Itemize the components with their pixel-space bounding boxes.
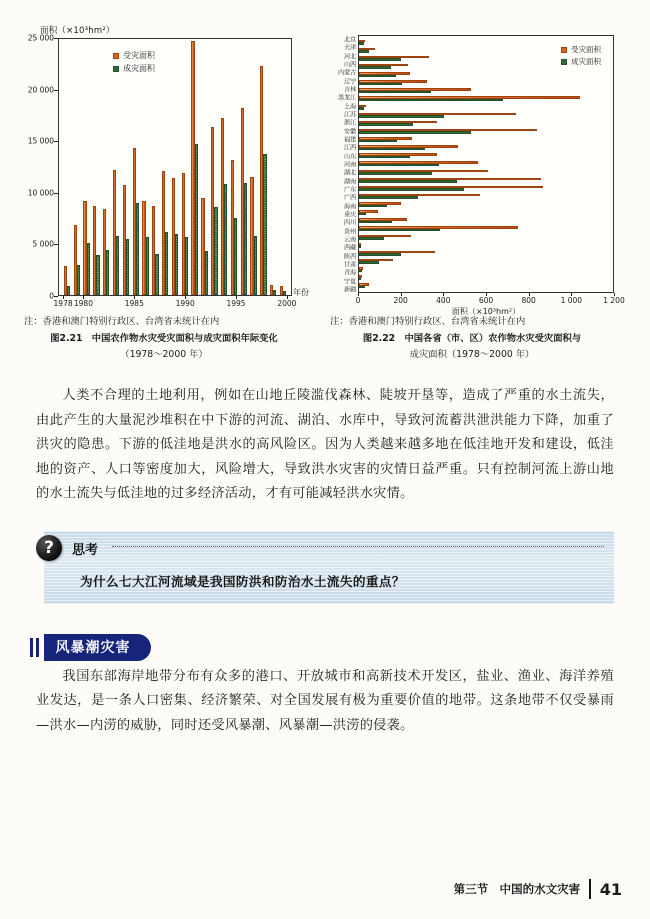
chart1-bar-group: [229, 39, 239, 295]
chart1-plot-area: [58, 38, 292, 296]
chart2-category-label: 福建: [344, 136, 356, 144]
chart1-x-tick-label: 1990: [175, 299, 195, 308]
chart2-category-label: 黑龙江: [338, 94, 356, 102]
chart1-caption-subtitle: （1978～2000 年）: [120, 349, 208, 360]
chart2-x-tick-mark: [486, 293, 487, 296]
chart1-legend-label-1: 成灾面积: [123, 64, 155, 73]
chart2-bar: [359, 286, 365, 289]
section-paragraph-block: [36, 665, 614, 739]
chart2-category-label: 浙江: [344, 119, 356, 127]
chart2-category-label: 广西: [344, 194, 356, 202]
chart2-category-label: 青海: [344, 269, 356, 277]
chart2-x-tick-label: 400: [436, 296, 451, 305]
chart1-legend: [113, 49, 155, 75]
chart2-caption-subtitle: 成灾面积（1978～2000 年）: [409, 349, 535, 360]
chart1-bar-group: [82, 39, 92, 295]
chart1-bar: [273, 290, 276, 295]
chart1-bar-group: [268, 39, 278, 295]
chart2-bar-group: [359, 136, 613, 144]
chart1-x-tick-mark: [134, 296, 135, 299]
chart2-bar-group: [359, 266, 613, 274]
chart2-bar-group: [359, 119, 613, 127]
chart2-bar-group: [359, 168, 613, 176]
chart1-legend-item-1: [113, 62, 155, 75]
chart2-category-label: 重庆: [344, 211, 356, 219]
chart1-x-tick-mark: [83, 296, 84, 299]
chart2-bar: [359, 115, 444, 118]
chart1-bar: [87, 243, 90, 295]
footer-divider: [589, 879, 591, 899]
chart2-bar-group: [359, 225, 613, 233]
chart2-bar-group: [359, 217, 613, 225]
chart2-bar: [359, 278, 361, 281]
chart2-x-axis: [355, 294, 625, 320]
chart2-bar: [359, 99, 503, 102]
chart1-bar-group: [150, 39, 160, 295]
think-box-title: 思考: [72, 542, 99, 558]
chart2-x-tick-mark: [443, 293, 444, 296]
chart2-bar: [359, 131, 471, 134]
chart2-category-label: 贵州: [344, 228, 356, 236]
chart2-x-tick-mark: [614, 293, 615, 296]
chart1-bar: [175, 234, 178, 295]
chart2-legend-label-0: 受灾面积: [571, 45, 601, 54]
chart2-bar-group: [359, 241, 613, 249]
think-box-question: 为什么七大江河流域是我国防洪和防治水土流失的重点？: [80, 573, 405, 589]
chart2-bar-group: [359, 95, 613, 103]
chart2-bar: [359, 180, 457, 183]
chart2-x-axis-label: 面积（×10³hm²）: [451, 307, 521, 316]
chart2-bar: [359, 237, 384, 240]
chart2-bar: [359, 140, 397, 143]
chart1-bar-group: [209, 39, 219, 295]
chart2-category-label: 河南: [344, 161, 356, 169]
chart1-y-tick-label: 10 000: [27, 188, 54, 198]
chart2-category-label: 内蒙古: [338, 69, 356, 77]
chart2-bar: [359, 164, 439, 167]
chart1-y-axis-label: 面积（×10³hm²）: [40, 26, 115, 36]
chart2-x-tick-label: 1 000: [560, 296, 583, 305]
chart2-category-label: 云南: [344, 236, 356, 244]
chart2-bar: [359, 172, 432, 175]
chart2-bar: [359, 229, 440, 232]
chart2-bar-group: [359, 209, 613, 217]
chart1-y-tick-label: 0: [49, 291, 54, 301]
chart2-bar-group: [359, 79, 613, 87]
chart1-bar: [96, 255, 99, 295]
chart1-bar: [214, 207, 217, 295]
chart1-bar-group: [101, 39, 111, 295]
chart1-bar: [106, 250, 109, 295]
chart2-x-tick-label: 600: [478, 296, 494, 305]
chart1-bar-group: [131, 39, 141, 295]
page-number: 41: [599, 879, 622, 899]
chart2-bar-group: [359, 249, 613, 257]
chart1-caption: [18, 314, 310, 362]
chart2-bar: [359, 50, 369, 53]
chart1-x-tick-mark: [185, 296, 186, 299]
chart2-x-tick-label: 1 200: [603, 296, 625, 305]
chart2-x-tick-mark: [529, 293, 530, 296]
chart2-bar: [359, 107, 364, 110]
chart2-category-label: 湖南: [344, 178, 356, 186]
chart2-bar: [359, 156, 410, 159]
chart2-caption: [324, 314, 620, 362]
page-footer: [454, 879, 622, 899]
footer-section-title: 第三节 中国的水文灾害: [453, 882, 581, 896]
chart1-y-axis: [18, 33, 58, 301]
section-marker-icon: [30, 638, 39, 657]
chart1-bar: [146, 237, 149, 295]
chart2-x-tick-mark: [358, 293, 359, 296]
chart1-bar: [205, 251, 208, 295]
body-paragraph-1: 人类不合理的土地利用，例如在山地丘陵滥伐森林、陡坡开垦等，造成了严重的水土流失，由此产生的大量泥沙堆积在中下游的河流、湖泊、水库中，导致河流蓄洪泄洪能力下降，加重了洪灾的隐患。下游的低洼地是洪水的高风险区。因为人类越来越多地在低洼地开发和建设，低洼地的资产、人口等密度加大，风险增大，导致洪水灾害的灾情日益严重。只有控制河流上游山地的水土流失与低洼地的过多经济活动，才有可能减轻洪水灾情。: [36, 388, 614, 501]
chart2-bar-group: [359, 233, 613, 241]
chart2-category-label: 新疆: [344, 286, 356, 294]
chart2-bar-group: [359, 201, 613, 209]
think-box-dotted-rule: [112, 546, 604, 547]
chart2-bar-group: [359, 160, 613, 168]
think-box-header: [44, 537, 604, 558]
chart2-category-label: 河北: [344, 53, 356, 61]
chart2-bar: [359, 205, 387, 208]
chart2-bar-group: [359, 184, 613, 192]
chart2-bar-group: [359, 111, 613, 119]
chart1-bar: [185, 237, 188, 295]
chart2-bar-group: [359, 152, 613, 160]
chart-annual-flood-area: [18, 24, 310, 310]
chart1-x-tick-label: 1980: [73, 299, 93, 308]
legend-swatch-icon: [113, 53, 119, 59]
charts-row: [0, 0, 650, 316]
chart2-x-tick-label: 200: [393, 296, 408, 305]
chart1-bar: [67, 286, 70, 295]
chart1-bar-group: [121, 39, 131, 295]
legend-swatch-icon: [561, 47, 567, 53]
chart2-bar: [359, 196, 418, 199]
section-heading-label: 风暴潮灾害: [44, 634, 151, 661]
chart2-bar-group: [359, 176, 613, 184]
chart1-x-tick-label: 1985: [124, 299, 144, 308]
chart2-category-label: 辽宁: [344, 78, 356, 86]
chart1-bar: [254, 236, 257, 295]
chart1-bar-group: [259, 39, 269, 295]
chart1-bar-group: [170, 39, 180, 295]
chart1-bar: [195, 144, 198, 295]
chart2-bars: [359, 36, 613, 292]
chart2-category-labels: [324, 35, 358, 293]
chart2-x-tick-label: 800: [521, 296, 536, 305]
chart1-bar: [263, 154, 266, 295]
chart2-bar: [359, 75, 396, 78]
chart1-y-tick-label: 20 000: [27, 85, 54, 95]
chart1-bar-group: [111, 39, 121, 295]
chart2-category-label: 湖北: [344, 169, 356, 177]
chart2-category-label: 江西: [344, 144, 356, 152]
chart1-legend-label-0: 受灾面积: [123, 51, 155, 60]
chart1-bar: [116, 236, 119, 295]
chart1-bar: [244, 183, 247, 295]
chart2-category-label: 吉林: [344, 86, 356, 94]
chart1-bar: [126, 239, 129, 295]
chart2-category-label: 天津: [344, 44, 356, 52]
chart1-y-tick-label: 5 000: [32, 239, 54, 249]
chart2-category-label: 上海: [344, 103, 356, 111]
chart1-bar: [155, 254, 158, 295]
chart1-bar: [283, 291, 286, 295]
chart1-bar-group: [180, 39, 190, 295]
chart1-bar-group: [239, 39, 249, 295]
legend-swatch-icon: [113, 66, 119, 72]
chart2-bar: [359, 253, 401, 256]
chart2-bar-group: [359, 87, 613, 95]
chart2-category-label: 甘肃: [344, 261, 356, 269]
chart1-bar-group: [91, 39, 101, 295]
chart2-category-label: 江苏: [344, 111, 356, 119]
chart2-category-label: 西藏: [344, 244, 356, 252]
chart2-bar-group: [359, 257, 613, 265]
chart2-bar: [359, 66, 391, 69]
chart2-bar-group: [359, 103, 613, 111]
chart2-caption-note: 注：香港和澳门特别行政区、台湾省未统计在内: [330, 316, 526, 327]
chart1-legend-item-0: [113, 49, 155, 62]
chart2-bar-group: [359, 274, 613, 282]
chart1-bar: [165, 232, 168, 295]
chart2-plot-area: [358, 35, 614, 293]
chart1-x-tick-label: 2000: [277, 299, 297, 308]
chart2-bar: [359, 42, 364, 45]
chart2-bar: [359, 123, 413, 126]
chart2-bar-group: [359, 71, 613, 79]
chart2-category-label: 北京: [344, 36, 356, 44]
think-box: [44, 531, 614, 604]
chart1-bar-group: [219, 39, 229, 295]
chart2-bar: [359, 270, 362, 273]
chart1-bar-group: [141, 39, 151, 295]
chart1-bar: [224, 184, 227, 295]
legend-swatch-icon: [561, 59, 567, 65]
chart1-x-tick-label: 1978: [53, 299, 73, 308]
chart2-bar-group: [359, 282, 613, 290]
chart2-bar: [359, 261, 379, 264]
question-mark-icon: ?: [36, 535, 62, 561]
chart2-bar: [359, 213, 366, 216]
chart2-bar: [359, 188, 464, 191]
chart1-bar: [136, 203, 139, 295]
chart2-x-tick-mark: [571, 293, 572, 296]
chart2-bar-group: [359, 144, 613, 152]
chart2-category-label: 陕西: [344, 253, 356, 261]
body-paragraph-block: [36, 384, 614, 507]
chart1-x-tick-mark: [236, 296, 237, 299]
chart1-caption-title: 图2.21 中国农作物水灾受灾面积与成灾面积年际变化: [50, 333, 278, 344]
chart1-bar-group: [200, 39, 210, 295]
chart2-legend: [561, 44, 601, 68]
chart2-category-label: 四川: [344, 219, 356, 227]
chart1-bar: [234, 218, 237, 295]
chart2-category-label: 山东: [344, 153, 356, 161]
chart2-bar-group: [359, 192, 613, 200]
chart2-category-label: 海南: [344, 203, 356, 211]
chart1-bars: [59, 39, 291, 295]
chart1-x-axis: [53, 288, 309, 313]
chart1-x-tick-mark: [63, 296, 64, 299]
chart2-caption-title: 图2.22 中国各省（市、区）农作物水灾受灾面积与: [362, 333, 582, 344]
chart2-category-label: 山西: [344, 61, 356, 69]
chart1-y-tick-label: 25 000: [27, 33, 54, 43]
chart2-bar: [359, 221, 392, 224]
chart2-bar-group: [359, 127, 613, 135]
chart-province-flood-area: [324, 24, 625, 316]
chart1-bar-group: [160, 39, 170, 295]
chart2-bar: [359, 58, 401, 61]
chart1-y-tick-label: 15 000: [27, 136, 54, 146]
chart2-bar: [359, 91, 431, 94]
chart1-bar-group: [62, 39, 72, 295]
section-heading: [30, 634, 614, 661]
chart2-legend-item-1: [561, 56, 601, 68]
chart2-category-label: 宁夏: [344, 278, 356, 286]
chart1-x-tick-mark: [287, 296, 288, 299]
chart1-bar-group: [249, 39, 259, 295]
section-paragraph-1: 我国东部海岸地带分布有众多的港口、开放城市和高新技术开发区，盐业、渔业、海洋养殖业发达，是一条人口密集、经济繁荣、对全国发展有极为重要价值的地带。这条地带不仅受暴雨—洪水—内涝的威胁，同时还受风暴潮、风暴潮—洪涝的侵袭。: [36, 668, 614, 733]
chart1-x-tick-label: 1995: [226, 299, 246, 308]
chart1-caption-note: 注：香港和澳门特别行政区、台湾省未统计在内: [24, 316, 220, 327]
chart2-category-label: 广东: [344, 186, 356, 194]
chart1-bar-group: [72, 39, 82, 295]
chart1-bar-group: [190, 39, 200, 295]
chart1-x-axis-label: 年份: [293, 288, 309, 297]
chart2-bar: [359, 83, 402, 86]
chart2-x-tick-label: 0: [355, 296, 361, 305]
chart2-category-label: 安徽: [344, 128, 356, 136]
chart2-legend-label-1: 成灾面积: [571, 57, 601, 66]
chart1-bar-group: [278, 39, 288, 295]
chart2-legend-item-0: [561, 44, 601, 56]
chart2-bar: [359, 245, 361, 248]
chart1-bar: [77, 265, 80, 295]
chart2-bar: [359, 148, 425, 151]
chart2-x-tick-mark: [401, 293, 402, 296]
